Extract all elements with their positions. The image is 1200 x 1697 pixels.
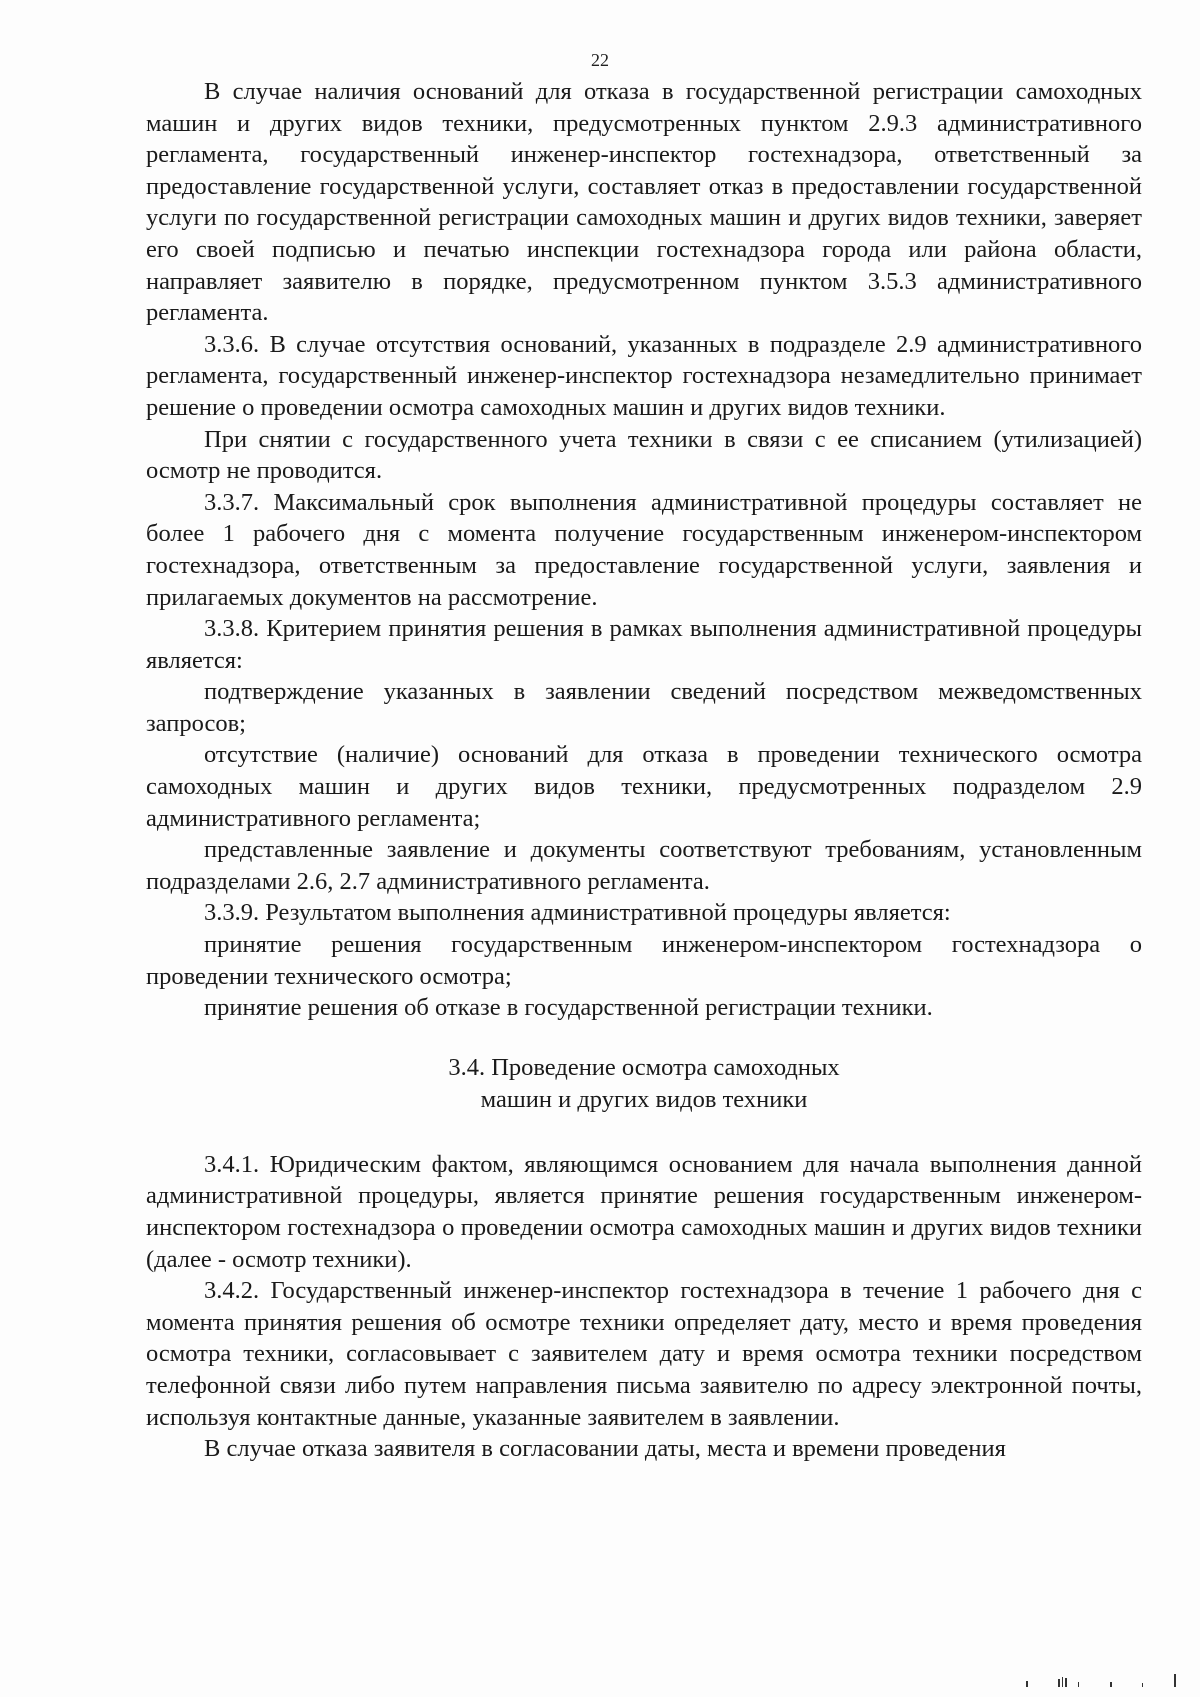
paragraph: отсутствие (наличие) оснований для отказа в проведении технического осмотра самоходных машин и других видов техники, предусмотренных подразделом 2.9 административного регламента; bbox=[146, 741, 1142, 832]
paragraph: 3.3.9. Результатом выполнения административной процедуры является: bbox=[204, 899, 951, 927]
paragraph: В случае наличия оснований для отказа в государственной регистрации самоходных машин и других видов техники, предусмотренных пунктом 2.9.3 административного регламента, государственный инженер-инспектор гостехнадзора, ответственный за предоставление государственной услуги, составляет отказ в предоставлении государственной услуги по государственной регистрации самоходных машин и других видов техники, заверяет его своей подписью и печатью инспекции гостехнадзора города или района области, направляет заявителю в порядке, предусмотренном пунктом 3.5.3 административного регламента. bbox=[146, 78, 1142, 327]
page-number: 22 bbox=[591, 50, 609, 70]
paragraph: принятие решения об отказе в государственной регистрации техники. bbox=[204, 994, 933, 1022]
paragraph: принятие решения государственным инженером-инспектором гостехнадзора о проведении технического осмотра; bbox=[146, 931, 1142, 990]
paragraph: 3.4.1. Юридическим фактом, являющимся основанием для начала выполнения данной административной процедуры, является принятие решения государственным инженером-инспектором гостехнадзора о проведении осмотра самоходных машин и других видов техники (далее - осмотр техники). bbox=[146, 1150, 1142, 1273]
paragraph: подтверждение указанных в заявлении сведений посредством межведомственных запросов; bbox=[146, 678, 1142, 737]
paragraph: представленные заявление и документы соответствуют требованиям, установленным подразделами 2.6, 2.7 административного регламента. bbox=[146, 836, 1142, 895]
section-heading-line: 3.4. Проведение осмотра самоходных bbox=[448, 1053, 840, 1081]
section-heading bbox=[146, 1052, 1142, 1116]
document-body bbox=[146, 76, 1142, 1465]
paragraph: 3.3.8. Критерием принятия решения в рамках выполнения административной процедуры является: bbox=[146, 615, 1142, 674]
scan-artifact bbox=[1024, 1673, 1184, 1687]
section-heading-line: машин и других видов техники bbox=[480, 1085, 808, 1113]
paragraph: При снятии с государственного учета техники в связи с ее списанием (утилизацией) осмотр не проводится. bbox=[146, 425, 1142, 485]
paragraph: 3.3.6. В случае отсутствия оснований, указанных в подразделе 2.9 административного регламента, государственный инженер-инспектор гостехнадзора незамедлительно принимает решение о проведении осмотра самоходных машин и других видов техники. bbox=[146, 330, 1142, 421]
paragraph: В случае отказа заявителя в согласовании даты, места и времени проведения bbox=[204, 1435, 1006, 1463]
paragraph: 3.4.2. Государственный инженер-инспектор гостехнадзора в течение 1 рабочего дня с момента принятия решения об осмотре техники определяет дату, место и время проведения осмотра техники, согласовывает с заявителем дату и время осмотра техники посредством телефонной связи либо путем направления письма заявителю по адресу электронной почты, используя контактные данные, указанные заявителем в заявлении. bbox=[146, 1277, 1142, 1431]
paragraph: 3.3.7. Максимальный срок выполнения административной процедуры составляет не более 1 рабочего дня с момента получение государственным инженером-инспектором гостехнадзора, ответственным за предоставление государственной услуги, заявления и прилагаемых документов на рассмотрение. bbox=[146, 488, 1142, 611]
